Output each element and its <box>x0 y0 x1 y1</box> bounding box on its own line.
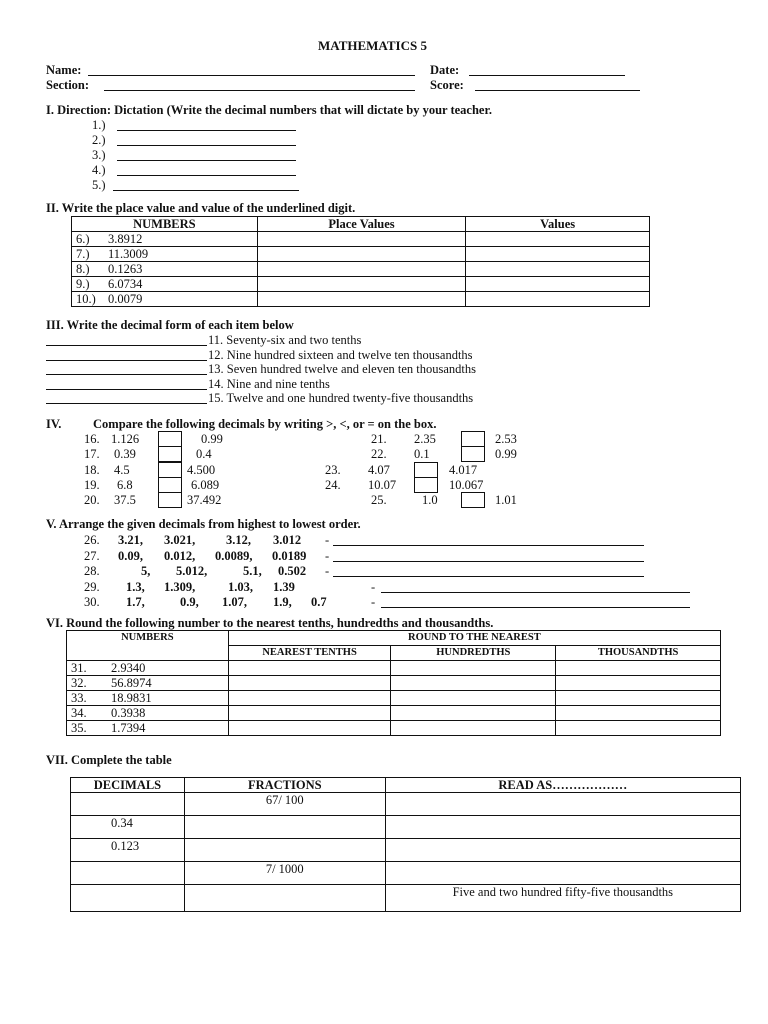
value-a: 1.126 <box>111 432 140 446</box>
number-cell <box>72 277 258 292</box>
decimal-value: 1.39 <box>273 579 295 594</box>
dictation-number: 2.) <box>92 133 106 147</box>
compare-box[interactable] <box>461 431 485 447</box>
item-number: 30. <box>84 595 100 609</box>
dictation-answer-field[interactable] <box>113 179 299 191</box>
answer-field[interactable] <box>333 576 644 577</box>
item-number: 26. <box>84 533 100 547</box>
item-number: 25. <box>371 493 387 508</box>
value-cell[interactable] <box>466 277 650 292</box>
decimal-value: 3.21, <box>118 533 143 547</box>
name-label: Name: <box>46 63 82 77</box>
dictation-answer-field[interactable] <box>117 149 296 161</box>
part3-heading: III. Write the decimal form of each item below <box>46 318 294 332</box>
decimal-value: 1.9, <box>273 595 292 609</box>
section-field[interactable] <box>104 79 415 91</box>
value-b: 0.99 <box>201 432 223 446</box>
item-number: 16. <box>84 432 100 446</box>
item-number: 10.) <box>76 292 96 306</box>
compare-box[interactable] <box>414 462 438 478</box>
item-number: 17. <box>84 447 100 462</box>
decimal-value: 0.09, <box>118 548 143 563</box>
col-fractions: FRACTIONS <box>184 778 385 793</box>
value-a: 4.07 <box>368 462 390 477</box>
dictation-number: 5.) <box>92 178 106 192</box>
thousandths-cell[interactable] <box>556 676 721 691</box>
col-numbers: NUMBERS <box>67 631 229 661</box>
value-a: 4.5 <box>114 462 130 477</box>
item-number: 9.) <box>76 277 90 291</box>
item-number: 22. <box>371 447 387 462</box>
item-number: 29. <box>84 579 100 594</box>
dash: - <box>371 579 376 594</box>
item-text: 14. Nine and nine tenths <box>208 376 330 391</box>
item-text: 13. Seven hundred twelve and eleven ten thousandths <box>208 362 476 377</box>
decimal-value: 0.9, <box>180 595 199 609</box>
table-row <box>72 262 650 277</box>
item-number: 31. <box>71 661 87 675</box>
compare-box[interactable] <box>158 446 182 462</box>
table-row <box>71 793 741 816</box>
value-b: 4.017 <box>449 462 478 477</box>
col-place-values: Place Values <box>257 217 466 232</box>
answer-field[interactable] <box>46 392 207 404</box>
value-a: 0.39 <box>114 447 136 462</box>
thousandths-cell[interactable] <box>556 721 721 736</box>
decimal-cell[interactable]: 0.123 <box>71 839 185 862</box>
place-value-cell[interactable] <box>257 292 466 307</box>
answer-field[interactable] <box>333 545 644 546</box>
col-values: Values <box>466 217 650 232</box>
value-b: 2.53 <box>495 432 517 446</box>
answer-field[interactable] <box>46 378 207 390</box>
place-value-cell[interactable] <box>257 262 466 277</box>
decimal-value: 3.12, <box>226 533 251 547</box>
col-round: ROUND TO THE NEAREST <box>228 631 720 646</box>
date-label: Date: <box>430 63 460 77</box>
item-number: 7.) <box>76 247 90 261</box>
dictation-answer-field[interactable] <box>117 164 296 176</box>
decimal-value: 0.0189 <box>272 548 307 563</box>
decimal-value: 1.03, <box>228 579 253 594</box>
value-a: 10.07 <box>368 477 397 492</box>
read-as-cell[interactable] <box>385 793 740 816</box>
dash: - <box>325 564 330 578</box>
item-number: 27. <box>84 548 100 563</box>
value-a: 1.0 <box>422 493 438 508</box>
number-cell <box>67 676 229 691</box>
decimal-value: 18.9831 <box>111 691 152 705</box>
answer-field[interactable] <box>46 363 207 375</box>
item-number: 28. <box>84 564 100 578</box>
compare-box[interactable] <box>158 462 182 478</box>
thousandths-cell[interactable] <box>556 691 721 706</box>
fraction-cell[interactable]: 7/ 1000 <box>184 862 385 885</box>
place-value-cell[interactable] <box>257 247 466 262</box>
decimal-value: 11.3009 <box>108 247 149 261</box>
value-b: 4.500 <box>187 462 216 477</box>
item-number: 8.) <box>76 262 90 276</box>
dash: - <box>371 595 376 609</box>
table-row <box>72 277 650 292</box>
value-cell[interactable] <box>466 262 650 277</box>
decimal-value: 6.0734 <box>108 277 143 291</box>
value-a: 0.1 <box>414 447 430 462</box>
answer-field[interactable] <box>333 561 644 562</box>
value-cell[interactable] <box>466 247 650 262</box>
table-row <box>67 706 721 721</box>
table-row <box>71 862 741 885</box>
value-b: 10.067 <box>449 477 484 492</box>
decimal-cell[interactable] <box>71 793 185 816</box>
answer-field[interactable] <box>46 349 207 361</box>
item-text: 15. Twelve and one hundred twenty-five thousandths <box>208 391 474 406</box>
item-text: 11. Seventy-six and two tenths <box>208 333 362 347</box>
decimal-value: 3.021, <box>164 533 196 547</box>
dictation-number: 4.) <box>92 163 106 177</box>
item-number: 18. <box>84 462 100 477</box>
decimal-value: 5, <box>141 564 151 578</box>
thousandths-cell[interactable] <box>556 661 721 676</box>
number-cell <box>67 691 229 706</box>
table-row <box>67 721 721 736</box>
part6-heading: VI. Round the following number to the nearest tenths, hundredths and thousandths. <box>46 616 494 630</box>
fraction-cell[interactable] <box>184 816 385 839</box>
item-number: 35. <box>71 721 87 735</box>
decimal-value: 1.309, <box>164 579 196 594</box>
part2-table <box>71 216 650 307</box>
decimal-value: 0.7 <box>311 595 327 609</box>
decimal-value: 1.3, <box>126 579 145 594</box>
decimal-value: 56.8974 <box>111 676 152 690</box>
tenths-cell[interactable] <box>228 721 391 736</box>
part2-heading: II. Write the place value and value of the underlined digit. <box>46 201 356 215</box>
decimal-value: 0.502 <box>278 564 307 578</box>
table-row <box>72 292 650 307</box>
dictation-answer-field[interactable] <box>117 119 296 131</box>
item-number: 34. <box>71 706 87 720</box>
place-value-cell[interactable] <box>257 232 466 247</box>
section-label: Section: <box>46 78 90 92</box>
compare-box[interactable] <box>414 477 438 493</box>
part6-table <box>66 630 721 736</box>
read-as-cell[interactable] <box>385 839 740 862</box>
hundredths-cell[interactable] <box>391 706 556 721</box>
value-cell[interactable] <box>466 232 650 247</box>
dictation-answer-field[interactable] <box>117 134 296 146</box>
part7-table <box>70 777 741 912</box>
number-cell <box>67 721 229 736</box>
compare-box[interactable] <box>461 492 485 508</box>
dash: - <box>325 548 330 563</box>
hundredths-cell[interactable] <box>391 721 556 736</box>
decimal-value: 1.7, <box>126 595 145 609</box>
dash: - <box>325 533 330 547</box>
decimal-cell[interactable]: 0.34 <box>71 816 185 839</box>
decimal-value: 1.07, <box>222 595 247 609</box>
number-cell <box>67 706 229 721</box>
table-row <box>71 885 741 912</box>
col-hundredths: HUNDREDTHS <box>391 646 556 661</box>
decimal-value: 3.8912 <box>108 232 143 246</box>
item-number: 21. <box>371 432 387 446</box>
tenths-cell[interactable] <box>228 661 391 676</box>
decimal-value: 2.9340 <box>111 661 146 675</box>
item-number: 24. <box>325 477 341 492</box>
value-b: 0.4 <box>196 447 212 462</box>
col-numbers: NUMBERS <box>72 217 258 232</box>
place-value-cell[interactable] <box>257 277 466 292</box>
number-cell <box>72 232 258 247</box>
part1-heading: I. Direction: Dictation (Write the decimal numbers that will dictate by your teacher. <box>46 103 493 117</box>
number-cell <box>67 661 229 676</box>
item-number: 19. <box>84 477 100 492</box>
table-row <box>71 816 741 839</box>
answer-field[interactable] <box>381 607 690 608</box>
decimal-value: 0.0079 <box>108 292 143 306</box>
score-label: Score: <box>430 78 464 92</box>
value-a: 37.5 <box>114 493 136 508</box>
hundredths-cell[interactable] <box>391 661 556 676</box>
table-row <box>67 661 721 676</box>
decimal-value: 3.012 <box>273 533 302 547</box>
decimal-value: 5.1, <box>243 564 262 578</box>
score-field[interactable] <box>475 79 640 91</box>
decimal-value: 0.012, <box>164 548 196 563</box>
read-as-cell[interactable]: Five and two hundred fifty-five thousandths <box>385 885 740 912</box>
read-as-cell[interactable] <box>385 816 740 839</box>
col-read-as: READ AS……………… <box>385 778 740 793</box>
number-cell <box>72 247 258 262</box>
hundredths-cell[interactable] <box>391 676 556 691</box>
item-number: 6.) <box>76 232 90 246</box>
part4-heading: Compare the following decimals by writing >, <, or = on the box. <box>93 417 437 431</box>
compare-box[interactable] <box>158 477 182 493</box>
table-row <box>67 676 721 691</box>
decimal-cell[interactable] <box>71 862 185 885</box>
table-row <box>67 691 721 706</box>
col-tenths: NEAREST TENTHS <box>228 646 391 661</box>
value-b: 6.089 <box>191 477 220 492</box>
value-b: 1.01 <box>495 493 517 508</box>
table-row <box>72 232 650 247</box>
read-as-cell[interactable] <box>385 862 740 885</box>
part4-heading-num: IV. <box>46 417 62 431</box>
part5-heading: V. Arrange the given decimals from highest to lowest order. <box>46 517 361 531</box>
part7-heading: VII. Complete the table <box>46 753 172 767</box>
decimal-value: 0.1263 <box>108 262 143 276</box>
decimal-value: 1.7394 <box>111 721 146 735</box>
tenths-cell[interactable] <box>228 691 391 706</box>
table-row <box>72 247 650 262</box>
tenths-cell[interactable] <box>228 676 391 691</box>
decimal-value: 5.012, <box>176 564 208 578</box>
value-b: 0.99 <box>495 447 517 462</box>
page-title: MATHEMATICS 5 <box>318 38 427 53</box>
thousandths-cell[interactable] <box>556 706 721 721</box>
table-row <box>71 839 741 862</box>
date-field[interactable] <box>469 64 625 76</box>
value-a: 6.8 <box>117 477 133 492</box>
answer-field[interactable] <box>381 592 690 593</box>
col-decimals: DECIMALS <box>71 778 185 793</box>
decimal-cell[interactable] <box>71 885 185 912</box>
dictation-number: 1.) <box>92 118 106 132</box>
fraction-cell[interactable] <box>184 885 385 912</box>
fraction-cell[interactable]: 67/ 100 <box>184 793 385 816</box>
compare-box[interactable] <box>158 431 182 447</box>
item-number: 23. <box>325 462 341 477</box>
compare-box[interactable] <box>461 446 485 462</box>
decimal-value: 0.3938 <box>111 706 146 720</box>
fraction-cell[interactable] <box>184 839 385 862</box>
item-number: 20. <box>84 493 100 508</box>
item-text: 12. Nine hundred sixteen and twelve ten thousandths <box>208 347 473 362</box>
name-field[interactable] <box>88 64 415 76</box>
number-cell <box>72 262 258 277</box>
item-number: 32. <box>71 676 87 690</box>
value-b: 37.492 <box>187 493 222 508</box>
dictation-number: 3.) <box>92 148 106 162</box>
decimal-value: 0.0089, <box>215 548 253 563</box>
compare-box[interactable] <box>158 492 182 508</box>
value-a: 2.35 <box>414 432 436 446</box>
tenths-cell[interactable] <box>228 706 391 721</box>
number-cell <box>72 292 258 307</box>
value-cell[interactable] <box>466 292 650 307</box>
col-thousandths: THOUSANDTHS <box>556 646 721 661</box>
item-number: 33. <box>71 691 87 705</box>
answer-field[interactable] <box>46 334 207 346</box>
hundredths-cell[interactable] <box>391 691 556 706</box>
